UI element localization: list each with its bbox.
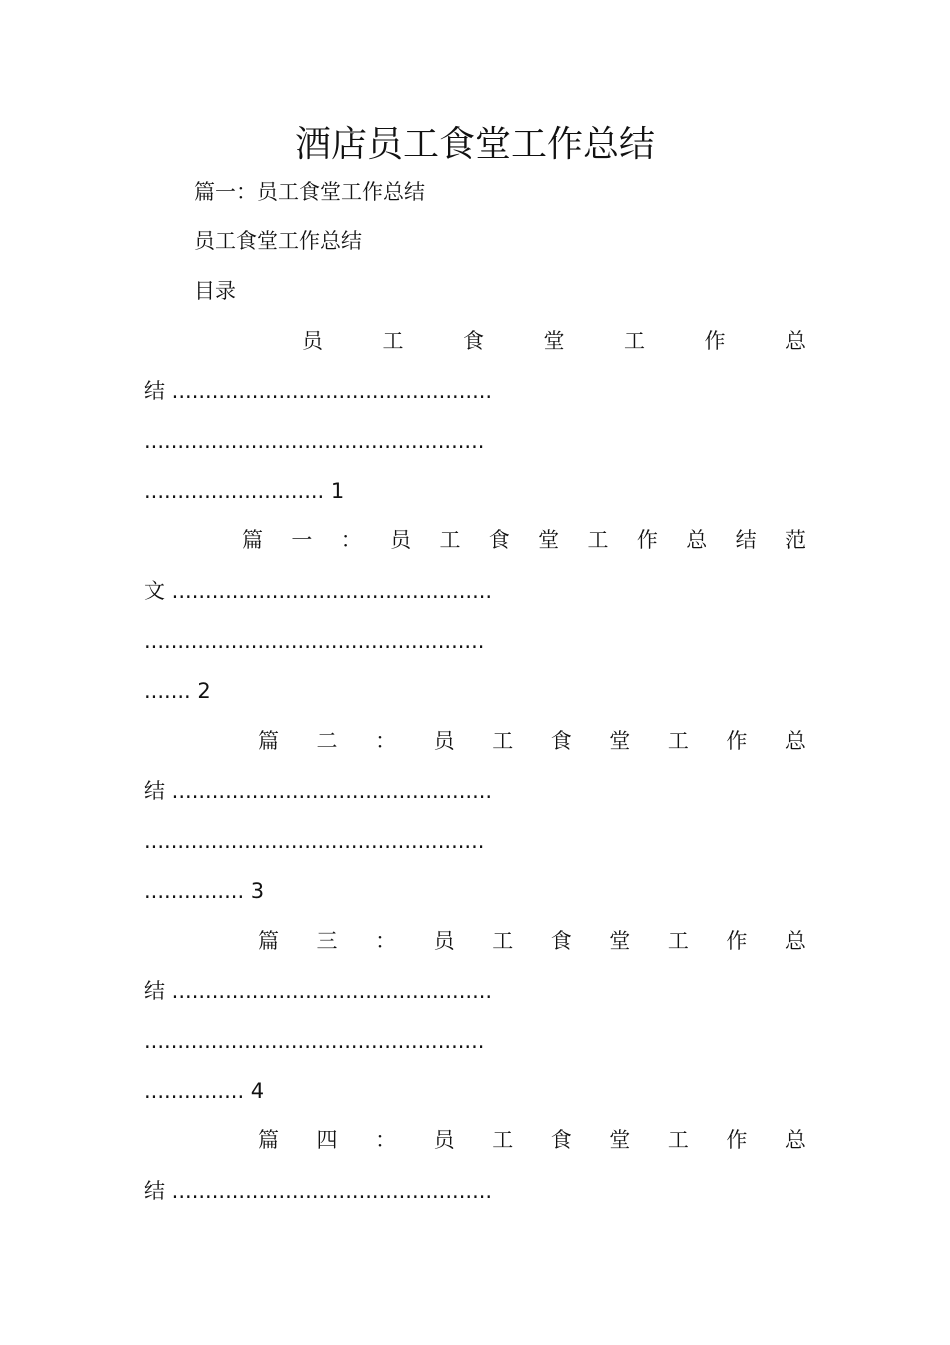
toc-char: 食 [488, 528, 510, 552]
toc-entry-1-leader: ................................................... [144, 429, 485, 453]
toc-char: 作 [704, 329, 726, 353]
toc-entry-1-page: ........................... 1 [144, 479, 345, 503]
toc-char: 工 [382, 329, 404, 353]
toc-char: 总 [686, 528, 708, 552]
section-subtitle: 篇一：员工食堂工作总结 [194, 180, 425, 204]
toc-entry-4-continuation: 结 ................................................ [144, 979, 493, 1003]
toc-entry-2-page: ....... 2 [144, 679, 211, 703]
toc-entry-2-leader: ................................................... [144, 629, 485, 653]
toc-char: 作 [636, 528, 658, 552]
toc-entry-3-page: ............... 3 [144, 879, 265, 903]
toc-char: 员 [433, 729, 455, 753]
toc-char: 四 [316, 1128, 338, 1152]
toc-char: 工 [587, 528, 609, 552]
toc-char: ： [375, 729, 397, 753]
toc-char: 篇 [258, 1128, 279, 1152]
toc-char: 堂 [609, 1128, 631, 1152]
toc-char: 工 [492, 1128, 514, 1152]
toc-char: 食 [550, 1128, 572, 1152]
toc-char: 员 [433, 929, 455, 953]
toc-char: 堂 [609, 929, 631, 953]
toc-entry-5-continuation: 结 ................................................ [144, 1179, 493, 1203]
toc-char: 篇 [242, 528, 263, 552]
toc-entry-4-leader: ................................................... [144, 1029, 485, 1053]
toc-char: 堂 [609, 729, 631, 753]
toc-char: 篇 [258, 729, 279, 753]
toc-char: 食 [550, 929, 572, 953]
toc-entry-5-heading [258, 1125, 806, 1155]
toc-label: 目录 [194, 279, 236, 303]
toc-char: 工 [667, 1128, 689, 1152]
toc-char: 篇 [258, 929, 279, 953]
section-heading: 员工食堂工作总结 [194, 229, 362, 253]
toc-entry-4-heading [258, 926, 806, 956]
toc-char: 作 [726, 929, 748, 953]
toc-entry-3-heading [258, 726, 806, 756]
toc-char: 员 [433, 1128, 455, 1152]
toc-char: 三 [316, 929, 338, 953]
toc-char: 总 [784, 929, 806, 953]
toc-char: 工 [439, 528, 461, 552]
toc-entry-4-page: ............... 4 [144, 1079, 265, 1103]
toc-entry-3-continuation: 结 ................................................ [144, 779, 493, 803]
toc-char: 员 [302, 329, 323, 353]
toc-char: 工 [492, 929, 514, 953]
toc-char: 总 [784, 729, 806, 753]
toc-char: 总 [785, 329, 806, 353]
toc-char: 工 [667, 729, 689, 753]
toc-char: 范 [784, 528, 806, 552]
toc-char: 食 [550, 729, 572, 753]
toc-char: 工 [624, 329, 645, 353]
toc-char: 作 [726, 1128, 748, 1152]
toc-char: 堂 [543, 329, 565, 353]
toc-char: 食 [463, 329, 484, 353]
toc-char: 堂 [538, 528, 560, 552]
toc-char: 工 [667, 929, 689, 953]
toc-char: 工 [492, 729, 514, 753]
toc-char: 员 [390, 528, 412, 552]
toc-char: 一 [291, 528, 313, 552]
toc-entry-1-continuation: 结 ................................................ [144, 379, 493, 403]
toc-char: 结 [735, 528, 757, 552]
page-title: 酒店员工食堂工作总结 [294, 124, 655, 165]
toc-char: 二 [316, 729, 338, 753]
toc-entry-3-leader: ................................................... [144, 829, 485, 853]
toc-char: 作 [726, 729, 748, 753]
toc-char: ： [375, 1128, 397, 1152]
toc-char: ： [340, 528, 362, 552]
toc-char: ： [375, 929, 397, 953]
toc-entry-2-heading [242, 525, 806, 555]
toc-entry-1-heading [302, 326, 806, 356]
toc-entry-2-continuation: 文 ................................................ [144, 579, 493, 603]
toc-char: 总 [784, 1128, 806, 1152]
